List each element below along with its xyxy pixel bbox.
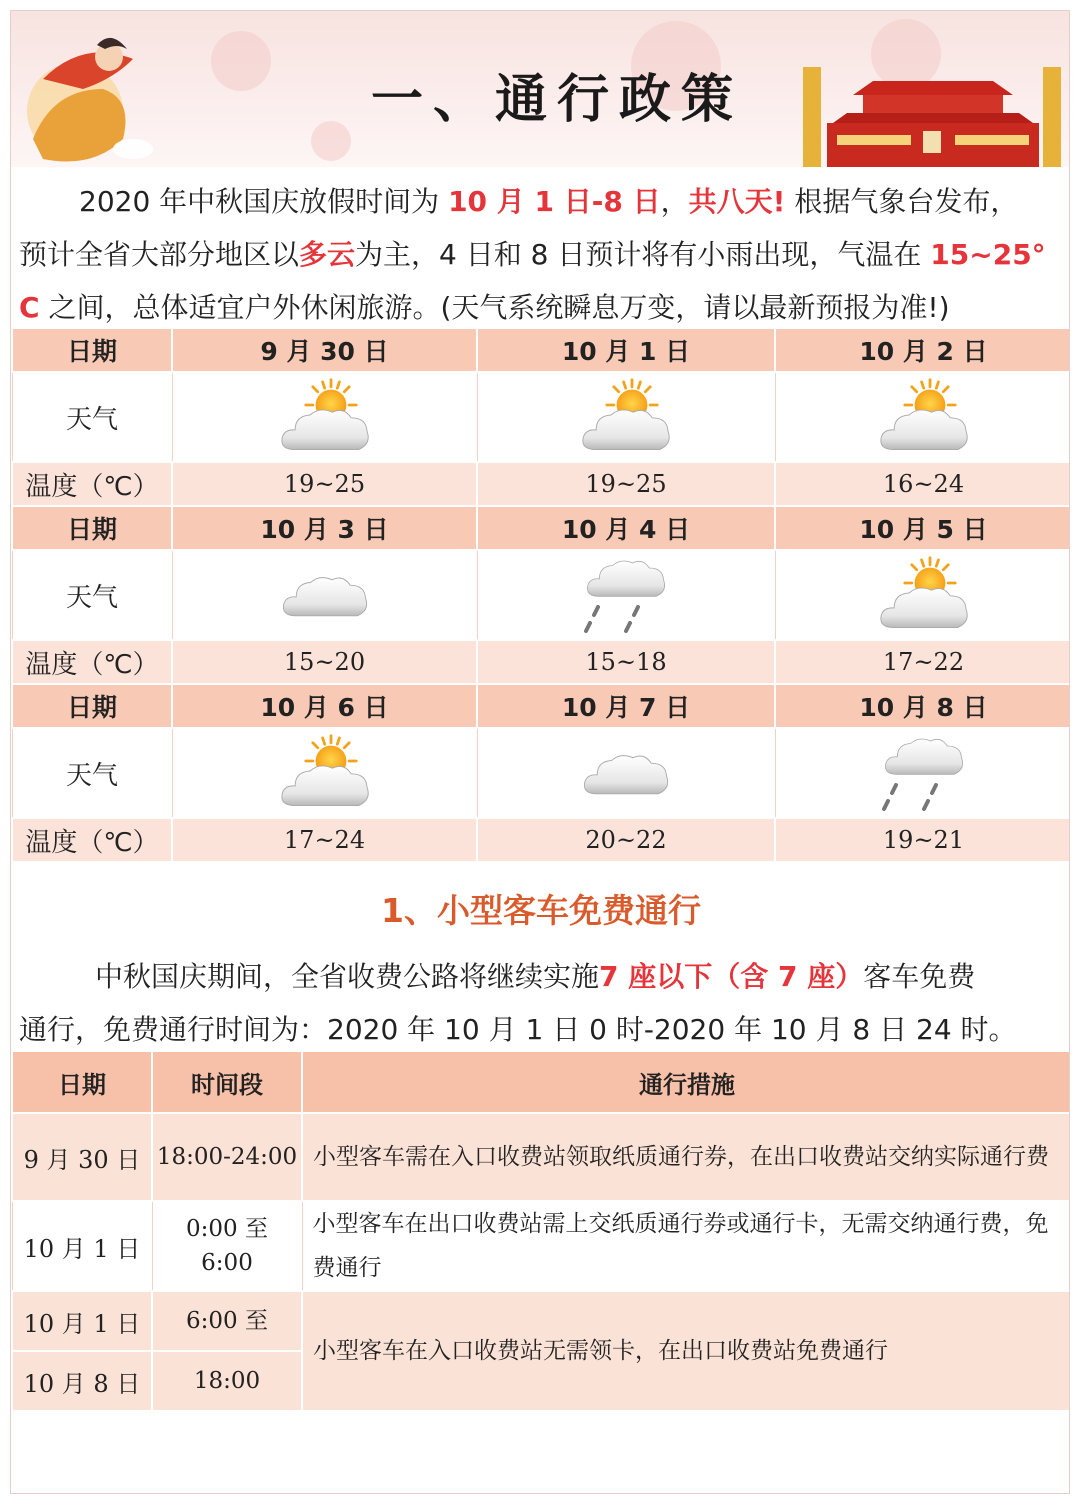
intro-text-2b: 为主，4 日和 8 日预计将有小雨出现，气温在 [355, 238, 922, 271]
weather-forecast-table [11, 327, 1070, 863]
free-passage-paragraph [19, 950, 1017, 1056]
policy-measure: 小型客车在出口收费站需上交纸质通行券或通行卡，无需交纳通行费，免费通行 [302, 1201, 1070, 1291]
weather-cell [775, 372, 1070, 462]
forecast-date: 10 月 6 日 [172, 684, 477, 728]
forecast-temp: 19~25 [172, 462, 477, 506]
temp-label: 温度（℃） [12, 818, 172, 862]
policy-time [152, 1201, 302, 1291]
weather-date-row [12, 328, 1070, 372]
intro-paragraph [19, 175, 1046, 334]
partly-cloudy-icon [173, 377, 477, 457]
weather-cell [775, 728, 1070, 818]
seat-limit: 7 座以下（含 7 座） [599, 960, 864, 993]
weather-date-row [12, 506, 1070, 550]
weather-main: 多云 [299, 238, 356, 271]
free-text-1b: 客车免费 [863, 960, 976, 993]
holiday-dates: 10 月 1 日-8 日 [448, 185, 661, 218]
policy-header-date: 日期 [12, 1051, 152, 1113]
partly-cloudy-icon [776, 377, 1071, 457]
weather-temp-row [12, 462, 1070, 506]
policy-date: 9 月 30 日 [12, 1113, 152, 1201]
temp-unit: C [19, 291, 40, 324]
intro-text-3: 之间，总体适宜户外休闲旅游。(天气系统瞬息万变，请以最新预报为准!) [48, 291, 950, 324]
forecast-temp: 19~21 [775, 818, 1070, 862]
policy-time: 18:00-24:00 [152, 1113, 302, 1201]
policy-row [12, 1201, 1070, 1291]
date-label: 日期 [12, 328, 172, 372]
light-rain-icon [478, 553, 775, 637]
forecast-date: 9 月 30 日 [172, 328, 477, 372]
forecast-date: 10 月 8 日 [775, 684, 1070, 728]
weather-label: 天气 [12, 728, 172, 818]
policy-row [12, 1291, 1070, 1351]
weather-icon-row [12, 728, 1070, 818]
intro-text-end: 根据气象台发布， [794, 185, 1019, 218]
page-title: 一、通行政策 [371, 70, 744, 130]
forecast-temp: 15~20 [172, 640, 477, 684]
policy-date-end: 10 月 8 日 [12, 1351, 152, 1411]
forecast-date: 10 月 7 日 [477, 684, 775, 728]
forecast-temp: 20~22 [477, 818, 775, 862]
weather-temp-row [12, 640, 1070, 684]
weather-cell [172, 728, 477, 818]
policy-header-measure: 通行措施 [302, 1051, 1070, 1113]
weather-cell [477, 372, 775, 462]
date-label: 日期 [12, 684, 172, 728]
policy-time-end: 18:00 [152, 1351, 302, 1411]
forecast-date: 10 月 1 日 [477, 328, 775, 372]
partly-cloudy-icon [173, 733, 477, 813]
cloudy-icon [478, 743, 775, 803]
goddess-decoration-icon [13, 19, 153, 167]
forecast-date: 10 月 2 日 [775, 328, 1070, 372]
weather-label: 天气 [12, 372, 172, 462]
weather-temp-row [12, 818, 1070, 862]
weather-cell [172, 550, 477, 640]
free-text-1a: 中秋国庆期间，全省收费公路将继续实施 [95, 960, 600, 993]
weather-cell [477, 550, 775, 640]
forecast-temp: 15~18 [477, 640, 775, 684]
section-heading-free-passage: 1、小型客车免费通行 [381, 891, 701, 930]
forecast-temp: 16~24 [775, 462, 1070, 506]
weather-date-row [12, 684, 1070, 728]
temp-range: 15~25° [930, 238, 1046, 271]
page [10, 10, 1070, 1494]
light-rain-icon [776, 731, 1071, 815]
partly-cloudy-icon [776, 555, 1071, 635]
policy-measure: 小型客车需在入口收费站领取纸质通行券，在出口收费站交纳实际通行费 [302, 1113, 1070, 1201]
holiday-length: 共八天! [688, 185, 786, 218]
forecast-date: 10 月 3 日 [172, 506, 477, 550]
weather-icon-row [12, 372, 1070, 462]
policy-time-start: 6:00 至 [152, 1291, 302, 1351]
intro-text-2a: 预计全省大部分地区以 [19, 238, 300, 271]
forecast-date: 10 月 4 日 [477, 506, 775, 550]
cloudy-icon [173, 565, 477, 625]
temp-label: 温度（℃） [12, 640, 172, 684]
weather-label: 天气 [12, 550, 172, 640]
policy-header-row [12, 1051, 1070, 1113]
forecast-temp: 17~24 [172, 818, 477, 862]
forecast-temp: 17~22 [775, 640, 1070, 684]
weather-cell [775, 550, 1070, 640]
intro-text: 2020 年中秋国庆放假时间为 [79, 185, 440, 218]
policy-measure: 小型客车在入口收费站无需领卡，在出口收费站免费通行 [302, 1291, 1070, 1411]
weather-icon-row [12, 550, 1070, 640]
policy-time-end: 6:00 [201, 1250, 253, 1276]
weather-cell [477, 728, 775, 818]
tiananmen-decoration-icon [793, 57, 1070, 167]
policy-row [12, 1113, 1070, 1201]
policy-date: 10 月 1 日 [12, 1201, 152, 1291]
temp-label: 温度（℃） [12, 462, 172, 506]
policy-date-start: 10 月 1 日 [12, 1291, 152, 1351]
partly-cloudy-icon [478, 377, 775, 457]
policy-table [11, 1050, 1070, 1412]
intro-comma: ， [660, 185, 689, 218]
weather-cell [172, 372, 477, 462]
header-banner [11, 11, 1070, 167]
policy-time-start: 0:00 至 [186, 1216, 268, 1242]
forecast-date: 10 月 5 日 [775, 506, 1070, 550]
free-time-text: 通行，免费通行时间为：2020 年 10 月 1 日 0 时-2020 年 10 月 8 日 24 时。 [19, 1013, 1017, 1046]
policy-header-time: 时间段 [152, 1051, 302, 1113]
forecast-temp: 19~25 [477, 462, 775, 506]
date-label: 日期 [12, 506, 172, 550]
